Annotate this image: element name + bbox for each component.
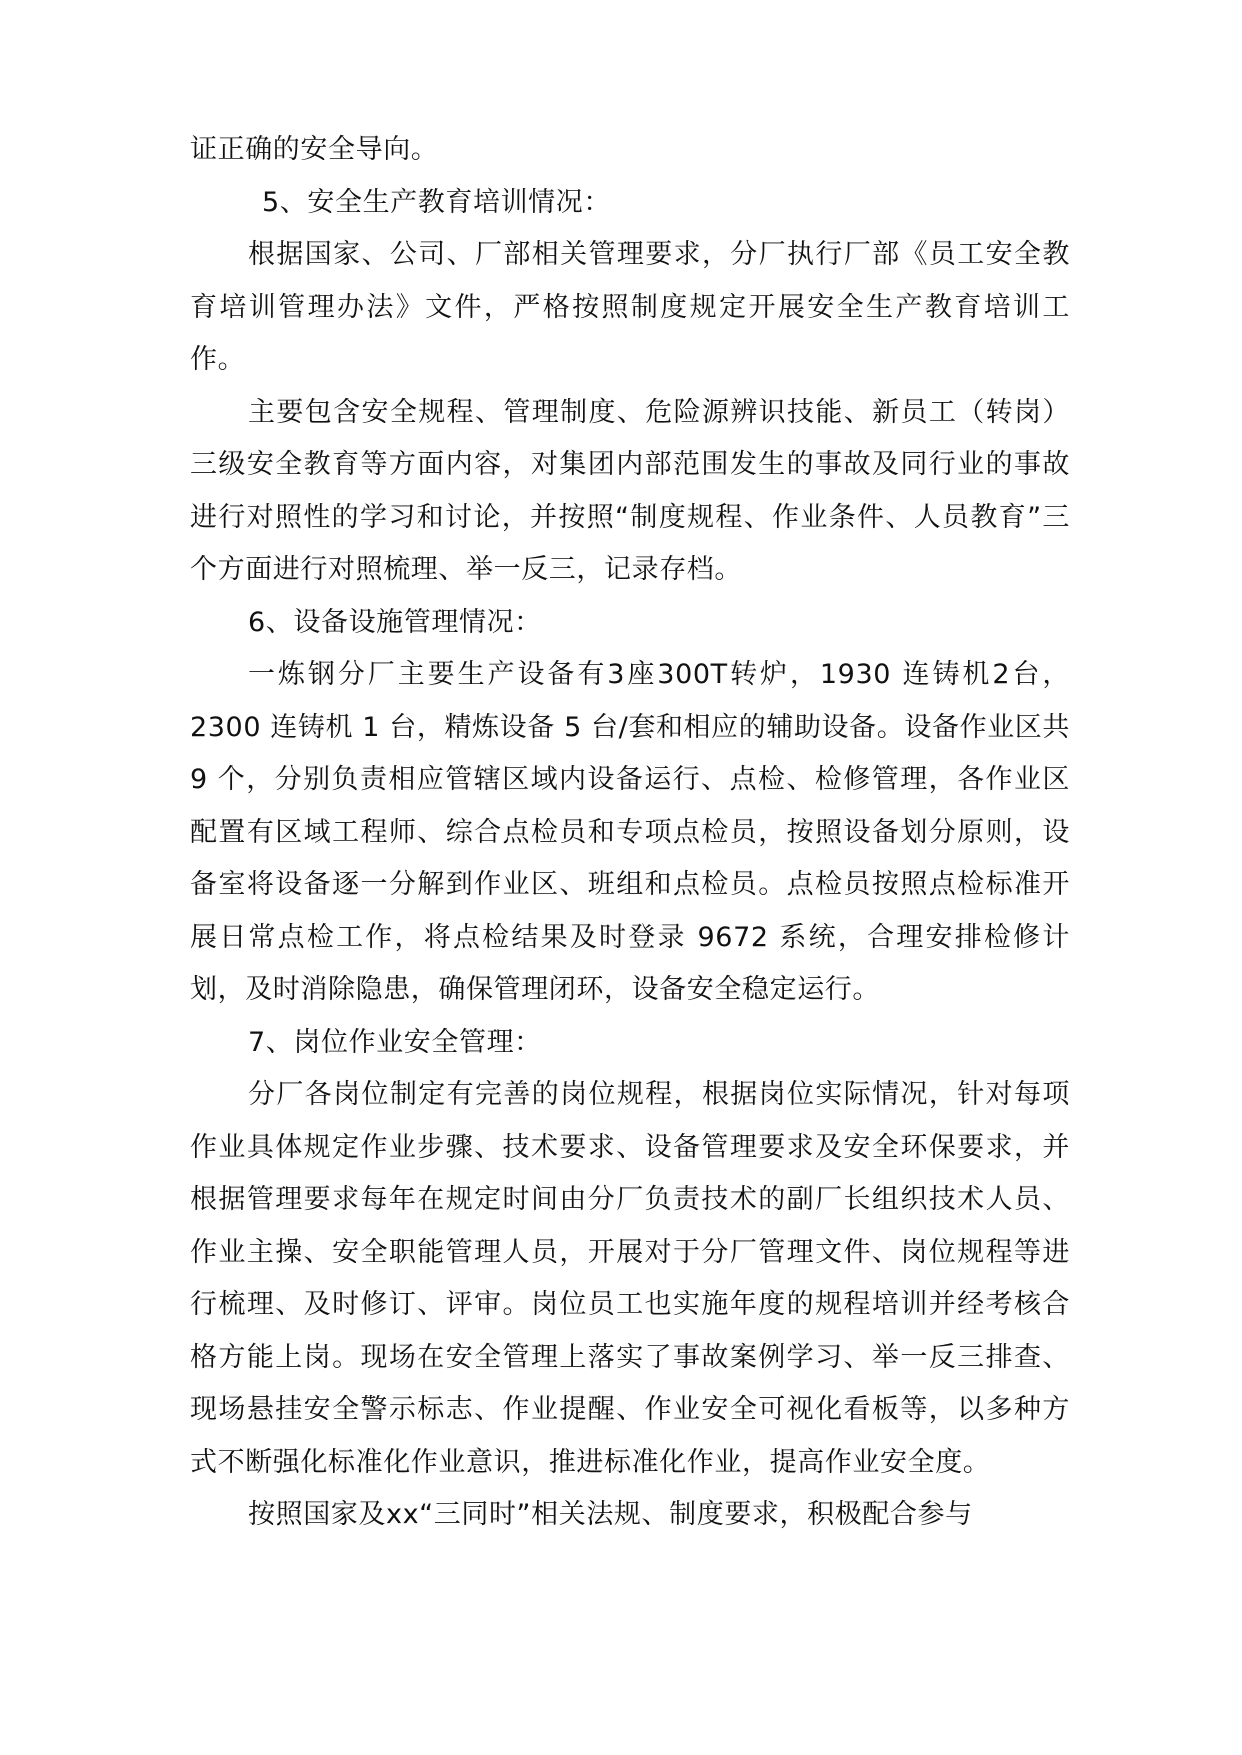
paragraph-training-content: 主要包含安全规程、管理制度、危险源辨识技能、新员工（转岗）三级安全教育等方面内容，对集团内部范围发生的事故及同行业的事故进行对照性的学习和讨论，并按照“制度规程、作业条件、人员教育”三个方面进行对照梳理、举一反三，记录存档。 — [190, 396, 1070, 585]
paragraph-post-safety: 分厂各岗位制定有完善的岗位规程，根据岗位实际情况，针对每项作业具体规定作业步骤、技术要求、设备管理要求及安全环保要求，并根据管理要求每年在规定时间由分厂负责技术的副厂长组织技术人员、作业主操、安全职能管理人员，开展对于分厂管理文件、岗位规程等进行梳理、及时修订、评审。岗位员工也实施年度的规程培训并经考核合格方能上岗。现场在安全管理上落实了事故案例学习、举一反三排查、现场悬挂安全警示标志、作业提醒、作业安全可视化看板等，以多种方式不断强化标准化作业意识，推进标准化作业，提高作业安全度。 — [190, 1079, 1070, 1478]
section-heading-5: 5、安全生产教育培训情况： — [262, 186, 611, 218]
paragraph-continuation: 证正确的安全导向。 — [190, 134, 439, 165]
document-body — [190, 124, 1070, 1542]
section-heading-7: 7、岗位作业安全管理： — [248, 1026, 542, 1058]
paragraph-equipment-management: 一炼钢分厂主要生产设备有3座300T转炉，1930 连铸机2台，2300 连铸机 1 台，精炼设备 5 台/套和相应的辅助设备。设备作业区共 9 个，分别负责相应管辖区域内设备运行、点检、检修管理，各作业区配置有区域工程师、综合点检员和专项点检员，按照设备划分原则，设备室将设备逐一分解到作业区、班组和点检员。点检员按照点检标准开展日常点检工作，将点检结果及时登录 9672 系统，合理安排检修计划，及时消除隐患，确保管理闭环，设备安全稳定运行。 — [190, 659, 1070, 1005]
paragraph-training-policy: 根据国家、公司、厂部相关管理要求，分厂执行厂部《员工安全教育培训管理办法》文件，严格按照制度规定开展安全生产教育培训工作。 — [190, 239, 1070, 375]
section-heading-6: 6、设备设施管理情况： — [248, 606, 542, 638]
paragraph-three-simultaneous: 按照国家及xx“三同时”相关法规、制度要求，积极配合参与 — [248, 1499, 973, 1530]
